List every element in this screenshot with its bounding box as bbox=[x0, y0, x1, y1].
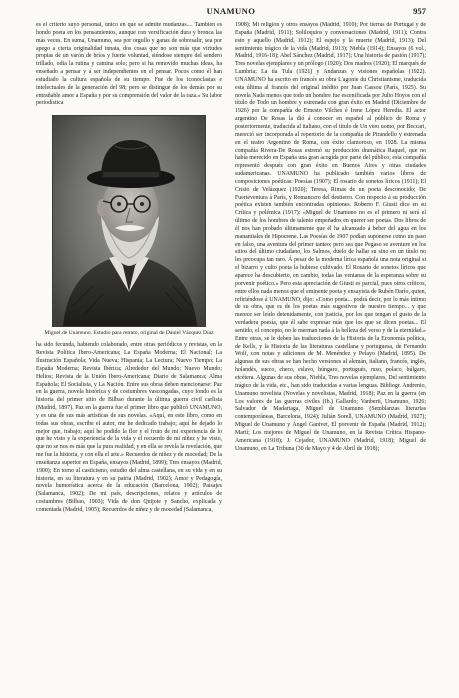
right-column-text: 1908); Mi religión y otros ensayos (Madrid, 1910); Por tierras de Portugal y de España (Madrid, 1911); Soliloquios y conversaciones (Madrid, 1911); Contra esto y aquello (Madrid, 1912); El espejo y la muerte (Madrid, 1913); Del sentimiento trágico de la vida (Madrid, 1913); Niebla (1914); Ensayos (6 vol., Madrid, 1916-18); Abel Sánchez (Madrid, 1917); Una historia de pasión (1917); Tres novelas ejemplares y un prólogo (1920); Dos madres (1920); El marqués de Lumbria; La tía Tula (1921) y Andanzas y visiones españolas (1922). UNAMUNO ha escrito en francés su obra L'agonie du Christianisme, traducida esta última al francés del original inédito por Juan Cassou (París, 1925). Su novela Nada menos que todo un hombre fue escenificada por Julio Hoyos con el título de Todo un hombre y estrenada con gran éxito en Madrid (Diciembre de 1926) por la compañía de Ernesto Vilches é Irene López Heredia. El actor argentino De Rosas la dió á conocer en español al público de Roma y posteriormente, traducida al italiano, con el título de Un vero uomo, por Beccari, mereció ser incorporada al repertorio de la compañía de Pirandello y estrenada en el teatro Argentino de Roma, con éxito clamoroso, en 1928. La misma compañía Rivera-De Rosas estrenó su producción dramática Raquel, que no había merecido en España una gran acogida por parte del público; esta compañía representó después con gran éxito en Buenos Aires y otras ciudades sudamericanas. UNAMUNO ha publicado también varios libros de composiciones poéticas: Poesías (1907); El rosario de sonetos líricos (1911); El Cristo de Velázquez (1920); Teresa, Rimas de un poeta desconocido; De Fuerteventura á París, y Romancero del destierro. Con respecto á su producción poética existen también encontradas opiniones. Roberto F. Giusti dice en su Crítica y polémica (1917): «Miguel de Unamuno no es el primero ni será el último de los hombres de talento empeñados en querer ser poetas. Dos libros de él nos han probado últimamente que él ha alcanzado á beber del agua en los manantiales de Hipocrene. Las Poesías de 1907 podían suponerse como un paso en falso, una aventura del primer tanteo; pero sea que Pegaso se aventure en los sitios del último ciudadano, los Salmos, duelo de hallar su sino en un título no les preocupa tan raro. Á pesar de la moderna lírica española una nota original si el bizarro y culto poeta la hubiese cultivado. El Rosario de sonetos líricos que aparece ha descubierto, en cambio, todas las ventanas de la esperanza sobre su porvenir poético.» Pero esta apreciación de Giusti es parcial, pues otros críticos, entre ellos nada menos que el eminente poeta y ensayista de Rubén Darío, quien, refiriéndose á UNAMUNO, dijo: «Como poeta... podrá decir, por lo más íntimo de su obra, que es de los poetas más sugestivos de nuestro tiempo... y que merece ser leído detenidamente, con justicia, por los que tengan el gusto de la verdadera poesía, que él sabe expresar más que los que se dicen poetas... El sentido, el concepto, no le merman nada á la belleza del verso y de la eternidad.» Entre otras, se le deben las traducciones de la Historia de la Economía política, de Kells, y la Historia de las literaturas castellana y portuguesa, de Fernando Wolf, con notas y adiciones de M. Menéndez y Pelayo (Madrid, 1895). De algunas de sus obras se han hecho versiones al alemán, italiano, francés, inglés, holandés, sueco, checo, eslavo, húngaro, portugués, ruso, polaco, búlgaro, etcétera. Algunas de sus obras, Niebla, Tres novelas ejemplares, Del sentimiento trágico de la vida, etc., han sido traducidas a varias lenguas. Bibliogr. Andrenio, Unamuno novelista (Novelas y novelistas, Madrid, 1918); Paz en la guerra (en Los valores de las guerras civiles (Ib.) Gallardo; Vanbertí, Unamuno, 1926; Salvador de Madariaga, Miguel de Unamuno (Semblanzas literarias contemporáneas, Barcelona, 1924); Julián Sorell, UNAMUNO (Madrid, 1927); Miguel de Unamuno y Ángel Ganivet, El porvenir de España (Madrid, 1912); Martí; Los mejores de Miguel de Unamuno, en la Revista Crítica Hispano-Americana (1918); J. Cejador, UNAMUNO (Madrid, 1918); Miguel de Unamuno, en La Tribuna (30 de Mayo y 4 de Abril de 1918); bbox=[235, 22, 426, 452]
left-column bbox=[36, 22, 222, 686]
portrait-illustration-icon bbox=[52, 115, 206, 327]
running-head bbox=[36, 6, 426, 20]
continuation-paragraph: ha sido fecunda, habiendo colaborado, entre otras periódicos y revistas, en la Revista Política Ibero-Americana; La España Moderna; El Nacional; La Ilustración Española; Vida Nueva; Hispania; La Lectura; Nuevo Tiempo; La España Moderna; Revista Ibérica; Alrededor del Mundo; Nuevo Mundo; Helios; Revista de la Unión Ibero-Americana; Diario de Salamanca; Alma Española; El Socialista, y La Nación. Entre sus obras deben mencionarse: Paz en la guerra, novela histórica y de costumbres vascongadas, cuyo fondo es la historia del primer sitio de Bilbao durante la última guerra civil carlista (Madrid, 1897). Paz en la guerra fue el primer libro que publicó UNAMUNO, y es una de sus más artísticas de sus novelas. «Aquí, en este libro, como en todas sus obras, escribe el autor, me he dedicado trabajo; aquí he dejado lo mejor que, trabajo; aquí he podido la flor y el fruto de mi experiencia de lo que he visto y la experiencia de la vida y el recuerdo de mi niñez y he visto, que no se nos es más que la pura realidad, y en ella se revela la revelación, que me fue la historia, y con ella el arte.» Recuerdos de niñez y de mocedad; De la enseñanza superior en España, ensayos (Madrid, 1899); Tres ensayos (Madrid, 1900); En torno al casticismo, estudio del alma castellana, en su vida y en su historia, en su literatura y en su patria (Madrid, 1902); Amor y Pedagogía, novela humorística acerca de la educación (Barcelona, 1902); Paisajes (Salamanca, 1902); De mi país, descripciones, relatos y artículos de costumbres (Bilbao, 1903); Vida de don Quijote y Sancho, explicada y comentada (Madrid, 1905); Recuerdos de niñez y de mocedad (Salamanca, bbox=[36, 342, 222, 513]
intro-paragraph: es el criterio suyo personal, único en que se admite mudanzas.... También es hondo poeta en los pensamientos, aunque con versificación dura y bronca las más veces. En suma, Unamuno, sea por orgullo y ganas de sobresalir, sea por apego a cierta originalidad innata, dos cosas que no son más que virtudes propias de un varón de bríos y fuerte voluntad, siéndose siempre del sendero trillado, odia la rutina y camina solo; pero si ha removido muchas ideas, ha enseñado a pensar y á ser independientes en el pensar. Pocos como él han estudiado la cultura española de su tiempo. Fue de los iconoclastas e intelectuales de la generación del 98; pero se distingue de los demás por su entrañable amor a España y por su comprensión del valor de la raza.» Su labor periodística bbox=[36, 22, 222, 107]
page-title: UNAMUNO bbox=[206, 6, 256, 16]
portrait-figure bbox=[36, 115, 222, 337]
right-column bbox=[235, 22, 426, 686]
portrait-caption: Miguel de Unamuno. Estudio para retrato, original de Daniel Vázquez Díaz bbox=[44, 330, 214, 337]
page-number: 957 bbox=[413, 6, 426, 16]
